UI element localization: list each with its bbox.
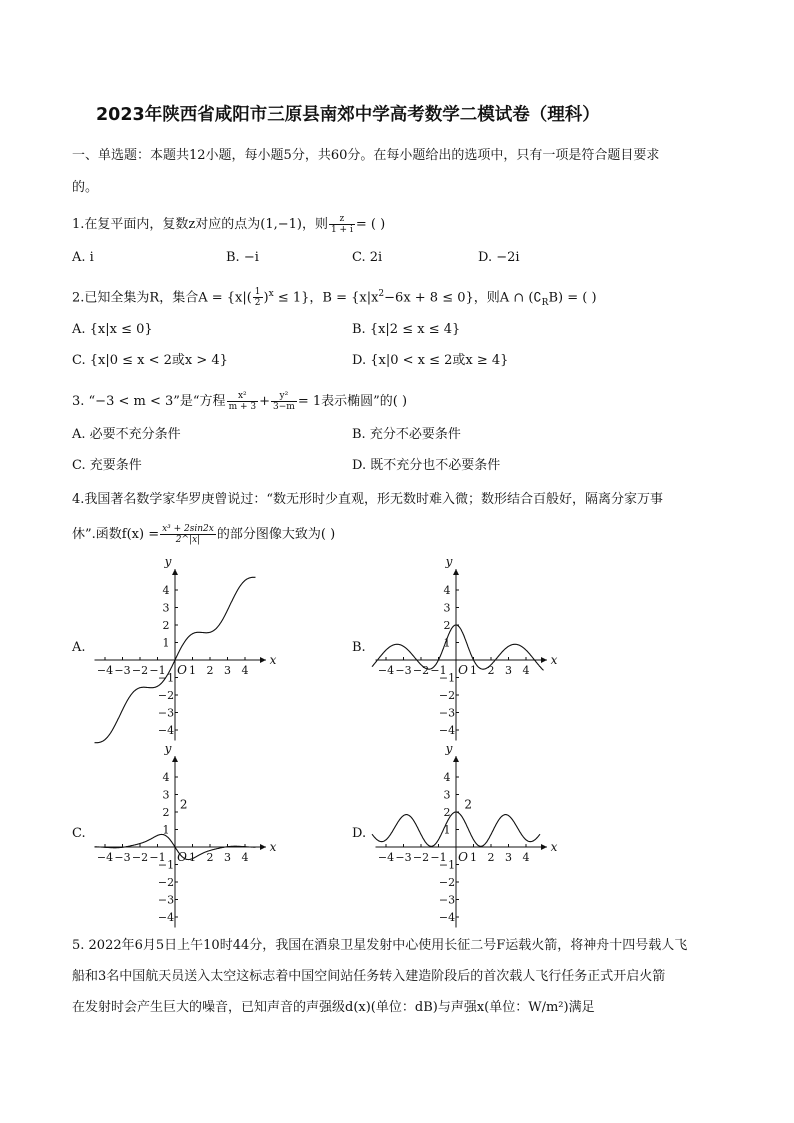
graph-d-peak-label: 2 xyxy=(464,797,473,812)
q2-option-c: C. {x|0 ≤ x < 2或x > 4} xyxy=(72,353,228,368)
graph-d-y-tick-label: −3 xyxy=(438,893,456,907)
q2-exponent: x xyxy=(268,289,274,299)
q1-option-b: B. −i xyxy=(226,250,259,265)
graph-a-y-tick-label: −1 xyxy=(157,671,175,685)
graph-c-y-tick-label: −3 xyxy=(157,893,175,907)
q3-plus: + xyxy=(259,394,270,409)
q3-option-a: A. 必要不充分条件 xyxy=(72,427,181,442)
graph-c-y-tick-label: −1 xyxy=(157,858,175,872)
graph-label-a: A. xyxy=(72,640,86,655)
graph-d-x-tick-label: 1 xyxy=(470,851,477,864)
graph-c-origin: O xyxy=(177,850,187,864)
q2-part4: −6x + 8 ≤ 0}，则A ∩ (∁ xyxy=(384,290,542,306)
q1-option-a: A. i xyxy=(72,250,94,265)
graph-b-y-tick-label: −3 xyxy=(438,706,456,720)
graph-c-y-tick-label: 2 xyxy=(162,806,170,819)
graph-b-x-tick-label: 3 xyxy=(505,664,512,677)
graph-a-y-tick-label: −3 xyxy=(157,706,175,720)
graph-b-y-tick-label: −1 xyxy=(438,671,456,685)
q3-fraction-1: $\frac{\text{x²}}{m + 3}$ xyxy=(228,391,257,412)
graph-d-x-tick-label: 3 xyxy=(505,851,512,864)
graph-b-y-tick-label: 3 xyxy=(443,601,451,615)
section-heading-line1: 一、单选题：本题共12小题，每小题5分，共60分。在每小题给出的选项中，只有一项是符合题目要求 xyxy=(72,148,660,163)
q3-fraction-2: $\frac{\text{y²}}{3-m}$ xyxy=(273,391,295,412)
graph-a-x-tick-label: −2 xyxy=(131,664,149,677)
graph-c-x-tick-label: 3 xyxy=(224,851,231,864)
q5-line3: 在发射时会产生巨大的噪音，已知声音的声强级d(x)(单位：dB)与声强x(单位：W/m²)满足 xyxy=(72,1000,595,1015)
q2-square: 2 xyxy=(378,289,385,299)
graph-b-y-label: y xyxy=(445,554,453,569)
graph-c-y-tick-label: −2 xyxy=(157,876,175,889)
graph-a-y-tick-label: 2 xyxy=(162,619,170,632)
graph-c-x-tick-label: 1 xyxy=(189,851,196,864)
graph-b-x-tick-label: 4 xyxy=(522,664,530,677)
q5-line2: 船和3名中国航天员送入太空这标志着中国空间站任务转入建造阶段后的首次载人飞行任务正式开启火箭 xyxy=(72,969,666,984)
q2-part2: ) xyxy=(263,290,269,306)
q1-stem: 1.在复平面内，复数z对应的点为(1,−1)，则 xyxy=(72,217,328,232)
q3-stem: 3. “−3 < m < 3”是“方程 xyxy=(72,394,226,409)
graph-b-y-tick-label: 4 xyxy=(443,584,451,597)
q3-tail: = 1表示椭圆”的( ) xyxy=(297,394,408,409)
graph-c-y-tick-label: −4 xyxy=(157,911,175,924)
graph-d-x-tick-label: −3 xyxy=(395,851,412,864)
graph-c-y-tick-label: 3 xyxy=(162,788,170,802)
graph-label-b: B. xyxy=(352,640,366,655)
graph-label-c: C. xyxy=(72,826,86,841)
q3-option-d: D. 既不充分也不必要条件 xyxy=(352,458,501,473)
q4-fraction: $\frac{\text{x³ + 2sin2x}}{2\^{}|x|}$ xyxy=(162,524,214,545)
q1-tail: = ( ) xyxy=(355,217,386,232)
graph-c-y-tick-label: 1 xyxy=(162,823,170,837)
graph-b-y-tick-label: −2 xyxy=(438,689,456,702)
graph-b-x-tick-label: −1 xyxy=(430,664,447,677)
graph-d-x-tick-label: −4 xyxy=(377,851,395,864)
graph-c-y-tick-label: 4 xyxy=(162,771,170,784)
graph-b-x-arrow xyxy=(541,657,547,663)
graph-a-x-tick-label: 2 xyxy=(206,664,214,677)
graph-b-y-tick-label: −4 xyxy=(438,724,456,737)
graph-b-origin: O xyxy=(458,663,468,677)
graph-a-x-tick-label: −3 xyxy=(114,664,131,677)
graph-d-y-tick-label: 1 xyxy=(443,823,451,837)
graph-c-x-arrow xyxy=(260,844,266,850)
graph-c-y-arrow xyxy=(172,756,178,762)
graph-c-x-tick-label: 2 xyxy=(206,851,214,864)
q2-part1: 2.已知全集为R，集合A = {x|( xyxy=(72,290,252,306)
graph-a-x-label: x xyxy=(269,653,277,667)
graph-b-x-tick-label: 1 xyxy=(470,664,477,677)
graph-d-x-tick-label: 2 xyxy=(487,851,495,864)
q2-option-d: D. {x|0 < x ≤ 2或x ≥ 4} xyxy=(352,353,509,368)
graph-c-peak-label: 2 xyxy=(179,797,188,812)
q2-part3: ≤ 1}，B = {x|x xyxy=(273,290,379,306)
q1-option-c: C. 2i xyxy=(352,250,383,265)
graph-a-y-tick-label: −4 xyxy=(157,724,175,737)
graph-a-x-tick-label: 3 xyxy=(224,664,231,677)
graph-d-y-tick-label: −1 xyxy=(438,858,456,872)
q2-part5: B) = ( ) xyxy=(548,290,597,306)
graph-b-y-arrow xyxy=(453,569,459,575)
graph-d-y-tick-label: −2 xyxy=(438,876,456,889)
section-heading-line2: 的。 xyxy=(72,180,99,195)
graph-d-x-tick-label: 4 xyxy=(522,851,530,864)
q2-subscript: R xyxy=(541,297,549,308)
graph-label-d: D. xyxy=(352,826,367,841)
graph-d-y-arrow xyxy=(453,756,459,762)
graph-b-x-tick-label: −2 xyxy=(412,664,430,677)
graph-c-y-label: y xyxy=(164,741,172,756)
graph-b-x-tick-label: −3 xyxy=(395,664,412,677)
q1-option-d: D. −2i xyxy=(478,250,520,265)
q1-fraction: $\frac{z}{1 + i}$ xyxy=(330,214,353,235)
graph-a-y-tick-label: 4 xyxy=(162,584,170,597)
graph-a-origin: O xyxy=(177,663,187,677)
q5-line1: 5. 2022年6月5日上午10时44分，我国在酒泉卫星发射中心使用长征二号F运载火箭，将神舟十四号载人飞 xyxy=(72,938,688,953)
graph-d-x-tick-label: −2 xyxy=(412,851,430,864)
graph-c-x-tick-label: −2 xyxy=(131,851,149,864)
graph-a-y-tick-label: 1 xyxy=(162,636,170,650)
q3-option-b: B. 充分不必要条件 xyxy=(352,427,461,442)
graph-c-x-tick-label: −4 xyxy=(96,851,114,864)
graph-d-y-tick-label: 3 xyxy=(443,788,451,802)
q2-option-b: B. {x|2 ≤ x ≤ 4} xyxy=(352,322,461,337)
graph-a-y-tick-label: −2 xyxy=(157,689,175,702)
q4-tail: 的部分图像大致为( ) xyxy=(216,527,336,542)
graph-a-y-arrow xyxy=(172,569,178,575)
graph-b-x-tick-label: 2 xyxy=(487,664,495,677)
graph-d-y-tick-label: 4 xyxy=(443,771,451,784)
graph-a-x-tick-label: 4 xyxy=(241,664,249,677)
graph-a-y-label: y xyxy=(164,554,172,569)
graph-a-x-arrow xyxy=(260,657,266,663)
graph-d-origin: O xyxy=(458,850,468,864)
graph-d-y-tick-label: 2 xyxy=(443,806,451,819)
q2-fraction: $\frac{1}{2}$ xyxy=(254,287,261,309)
graph-b-x-label: x xyxy=(550,653,558,667)
graph-a-x-tick-label: −4 xyxy=(96,664,114,677)
graph-a-x-tick-label: −1 xyxy=(149,664,166,677)
graph-c-x-tick-label: −3 xyxy=(114,851,131,864)
graph-d-x-label: x xyxy=(550,840,558,854)
page-title: 2023年陕西省咸阳市三原县南郊中学高考数学二模试卷（理科） xyxy=(96,105,600,125)
graph-b-y-tick-label: 1 xyxy=(443,636,451,650)
graph-b-x-tick-label: −4 xyxy=(377,664,395,677)
graph-d-y-tick-label: −4 xyxy=(438,911,456,924)
graph-c-x-label: x xyxy=(269,840,277,854)
graph-b-y-tick-label: 2 xyxy=(443,619,451,632)
graph-c-x-tick-label: −1 xyxy=(149,851,166,864)
q4-stem: 休”.函数f(x) = xyxy=(72,527,160,542)
graph-d-x-tick-label: −1 xyxy=(430,851,447,864)
graph-d-y-label: y xyxy=(445,741,453,756)
graph-a-x-tick-label: 1 xyxy=(189,664,196,677)
q3-option-c: C. 充要条件 xyxy=(72,458,142,473)
q2-option-a: A. {x|x ≤ 0} xyxy=(72,322,153,337)
graph-d-x-arrow xyxy=(541,844,547,850)
graph-c-x-tick-label: 4 xyxy=(241,851,249,864)
q4-line1: 4.我国著名数学家华罗庚曾说过：“数无形时少直观，形无数时难入微；数形结合百般好，隔离分家万事 xyxy=(72,492,664,507)
graph-a-y-tick-label: 3 xyxy=(162,601,170,615)
